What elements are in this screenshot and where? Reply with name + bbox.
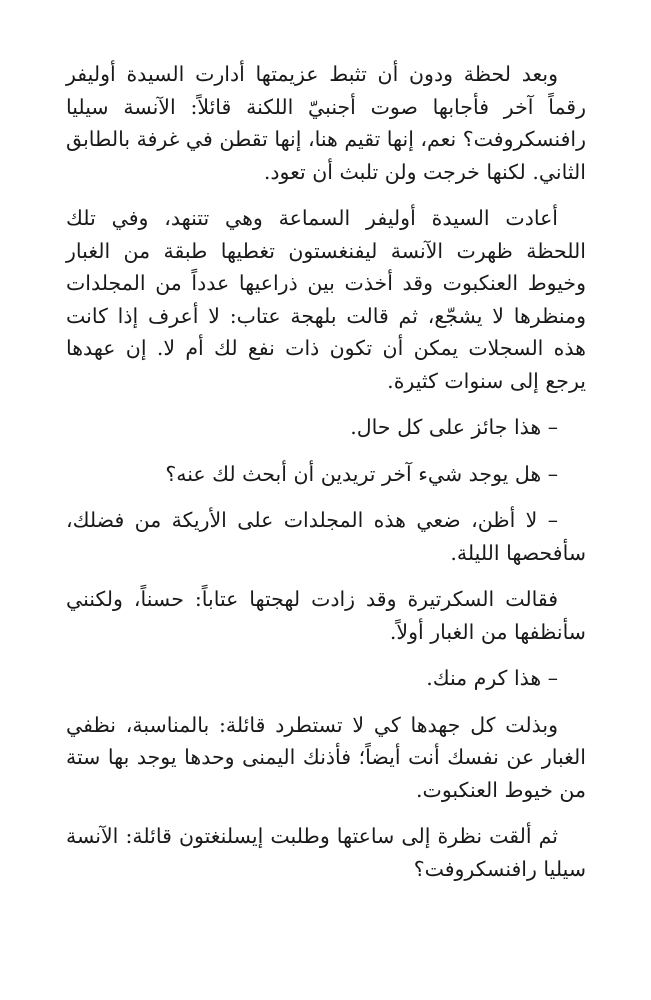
dialogue-line-2: – هل يوجد شيء آخر تريدين أن أبحث لك عنه؟ <box>165 461 558 486</box>
dialogue-line-4: – هذا كرم منك. <box>426 666 558 690</box>
dialogue-line-3: – لا أظن، ضعي هذه المجلدات على الأريكة من فضلك، سأفحصها الليلة. <box>66 508 586 565</box>
paragraph-5: ثم ألقت نظرة إلى ساعتها وطلبت إيسلنغتون قائلة: الآنسة سيليا رافنسكروفت؟ <box>66 824 586 881</box>
paragraph-4: وبذلت كل جهدها كي لا تستطرد قائلة: بالمناسبة، نظفي الغبار عن نفسك أنت أيضاً؛ فأذنك اليمنى وحدها يوجد بها ستة من خيوط العنكبوت. <box>66 712 586 802</box>
dialogue-line-1: – هذا جائز على كل حال. <box>350 415 558 439</box>
paragraph-1: وبعد لحظة ودون أن تثبط عزيمتها أدارت السيدة أوليفر رقماً آخر فأجابها صوت أجنبيّ اللكنة قائلاً: الآنسة سيليا رافنسكروفت؟ نعم، إنها تقيم هنا، إنها تقطن في غرفة بالطابق الثاني. لكنها خرجت ولن تلبث أن تعود. <box>66 62 586 184</box>
paragraph-3: فقالت السكرتيرة وقد زادت لهجتها عتاباً: حسناً، ولكنني سأنظفها من الغبار أولاً. <box>66 587 586 644</box>
paragraph-2: أعادت السيدة أوليفر السماعة وهي تتنهد، وفي تلك اللحظة ظهرت الآنسة ليفنغستون تغطيها طبقة من الغبار وخيوط العنكبوت وقد أخذت بين ذراعيها عدداً من المجلدات ومنظرها لا يشجّع، ثم قالت بلهجة عتاب: لا أعرف إذا كانت هذه السجلات يمكن أن تكون ذات نفع لك أم لا. إن عهدها يرجع إلى سنوات كثيرة. <box>66 206 586 393</box>
